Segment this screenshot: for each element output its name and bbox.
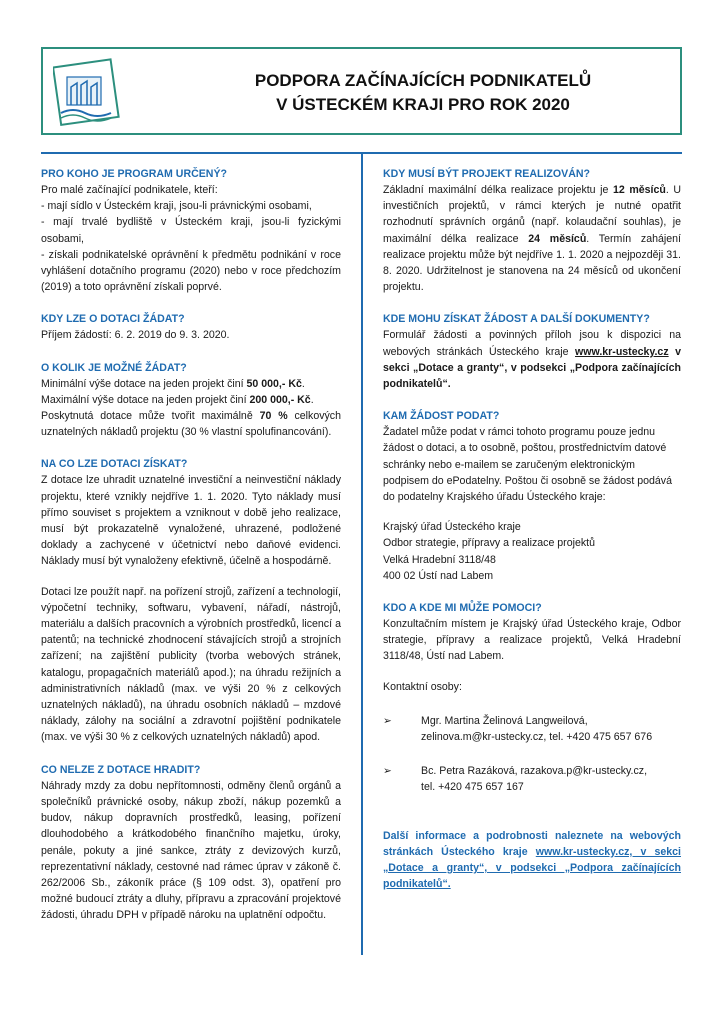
section-title-eligible: NA CO LZE DOTACI ZÍSKAT? [41, 458, 188, 471]
office-address [383, 519, 681, 584]
contacts-label: Kontaktní osoby: [383, 680, 462, 693]
region-logo-icon [53, 57, 121, 127]
section-title-target-group: PRO KOHO JE PROGRAM URČENÝ? [41, 168, 227, 180]
section-title-realization: KDY MUSÍ BÝT PROJEKT REALIZOVÁN? [383, 168, 590, 180]
bullet-arrow-icon: ➢ [383, 765, 392, 778]
address-line: Velká Hradební 3118/48 [383, 553, 496, 566]
section-title-ineligible: CO NELZE Z DOTACE HRADIT? [41, 763, 201, 776]
target-intro: Pro malé začínající podnikatele, kteří: [41, 184, 218, 196]
document-title [213, 69, 633, 117]
section-title-where-submit: KAM ŽÁDOST PODAT? [383, 410, 500, 423]
contact-name: Mgr. Martina Želinová Langweilová, [421, 714, 588, 727]
address-line: 400 02 Ústí nad Labem [383, 569, 494, 582]
contact-item [383, 713, 681, 745]
target-item-license: - získali podnikatelské oprávnění k předmětu podnikání v roce vyhlášení dotačního programu (2020) nebo v roce předchozím (2019) a toto oprávnění získali poprvé. [41, 248, 341, 294]
title-line-2: V ÚSTECKÉM KRAJI PRO ROK 2020 [276, 95, 570, 114]
section-body-when-apply: Příjem žádostí: 6. 2. 2019 do 9. 3. 2020. [41, 329, 230, 342]
eligible-paragraph-2: Dotaci lze použít např. na pořízení strojů, zařízení a technologií, výpočetní techniky, softwaru, vybavení, nářadí, nástrojů, materiálu a dalších pracovních a výrobních prostředků, licencí a patentů; na technické zhodnocení stávajících strojů a strojních zařízení; na zajištění publicity (tvorba webových stránek, katalogu, propagačních materiálů apod.); na úhradu režijních a administrativních nákladů (max. ve výši 20 % z celkových uznatelných nákladů), na úhradu osobních nákladů – mzdové náklady, zálohy na sociální a zdravotní pojištění podnikatele (max. ve výši 30 % z celkových uznatelných nákladů) apod. [41, 585, 341, 744]
right-column [383, 166, 681, 893]
more-info-link[interactable]: www.kr-ustecky.cz, v sekci „Dotace a granty“, v podsekci „Podpora začínajících podnikatelů“. [383, 845, 681, 891]
contact-item [383, 763, 681, 795]
section-body-where-submit: Žadatel může podat v rámci tohoto programu pouze jednu žádost o dotaci, a to osobně, poštou, prostřednictvím datové schránky nebo e-mailem se zaručeným elektronickým podpisem do ePodatelny. Poštou či osobně se žádost podává do podatelny Krajského úřadu Ústeckého kraje: [383, 426, 672, 504]
contact-name: Bc. Petra Razáková, razakova.p@kr-ustecky.cz, [421, 765, 648, 778]
contact-details: tel. +420 475 657 167 [421, 781, 524, 794]
amount-share: Poskytnutá dotace může tvořit maximálně 70 % celkových uznatelných nákladů projektu (30 % vlastní spolufinancování). [41, 410, 341, 439]
target-item-residence: - mají trvalé bydliště v Ústeckém kraji, jsou-li fyzickými osobami, [41, 216, 341, 245]
address-line: Odbor strategie, přípravy a realizace projektů [383, 537, 595, 550]
more-info-note: Další informace a podrobnosti naleznete na webových stránkách Ústeckého kraje www.kr-ustecky.cz, v sekci „Dotace a granty“, v podsekci „Podpora začínajících podnikatelů“. [383, 829, 681, 891]
section-body-documents: Formulář žádosti a povinných příloh jsou k dispozici na webových stránkách Ústeckého kraje www.kr-ustecky.cz v sekci „Dotace a granty“, v podsekci „Podpora začínajících podnikatelů“. [383, 329, 682, 391]
eligible-paragraph-1: Z dotace lze uhradit uznatelné investiční a neinvestiční náklady projektu, které vznikly nejdříve 1. 1. 2020. Tyto náklady musí přímo souviset s projektem a vzniknout v době jeho realizace, musí být prokazatelně vynaložené, uhrazené, podložené doklady a zachycené v účetnictví nebo daňové evidenci. Náklady musí být vynaloženy efektivně, účelně a hospodárně. [41, 474, 341, 568]
section-body-help: Konzultačním místem je Krajský úřad Ústeckého kraje, Odbor strategie, přípravy a realizace projektů, Velká Hradební 3118/48, Ústí nad Labem. [383, 618, 681, 663]
contact-details: zelinova.m@kr-ustecky.cz, tel. +420 475 657 676 [421, 731, 653, 744]
bullet-arrow-icon: ➢ [383, 714, 392, 727]
section-title-amount: O KOLIK JE MOŽNÉ ŽÁDAT? [41, 361, 187, 374]
header-box [41, 47, 682, 135]
left-column [41, 166, 341, 924]
section-title-help: KDO A KDE MI MŮŽE POMOCI? [383, 602, 542, 615]
section-body-eligible [41, 472, 341, 745]
amount-max: Maximální výše dotace na jeden projekt činí 200 000,- Kč. [41, 393, 314, 406]
section-title-when-apply: KDY LZE O DOTACI ŽÁDAT? [41, 313, 185, 326]
title-line-1: PODPORA ZAČÍNAJÍCÍCH PODNIKATELŮ [254, 71, 592, 90]
section-body-ineligible: Náhrady mzdy za dobu nepřítomnosti, odměny členů orgánů a společníků právnické osoby, nákup zboží, nákup pozemků a budov, nákup dopravních prostředků, leasing, pořízení dlouhodobého a krátkodobého finančního majetku, úroky, penále, pokuty a jiné sankce, ztráty z devizových kurzů, reprezentativní náklady, cestovné nad rámec úprav v zákoně č. 262/2006 Sb., zákoník práce (§ 109 odst. 3), opatření pro možné budoucí ztráty a dluhy, přípravu a zpracování projektové žádosti, úhradu DPH v případě nároku na uplatnění odpočtu. [41, 779, 341, 922]
section-body-target-group [41, 182, 341, 295]
section-title-documents: KDE MOHU ZÍSKAT ŽÁDOST A DALŠÍ DOKUMENTY? [383, 313, 650, 326]
target-item-seat: - mají sídlo v Ústeckém kraji, jsou-li právnickými osobami, [41, 200, 312, 213]
amount-min: Minimální výše dotace na jeden projekt činí 50 000,- Kč. [41, 377, 305, 390]
vertical-divider [361, 153, 363, 955]
section-body-amount [41, 376, 341, 441]
address-line: Krajský úřad Ústeckého kraje [383, 521, 521, 534]
website-link[interactable]: www.kr-ustecky.cz [575, 345, 669, 358]
section-body-realization: Základní maximální délka realizace projektu je 12 měsíců. U investičních projektů, v rámci kterých je nutné opatřit rozhodnutí správních orgánů (např. kolaudační souhlas), je maximální délka realizace 24 měsíců. Termín zahájení realizace projektu může být nejdříve 1. 1. 2020 a nejpozději 31. 8. 2020. Udržitelnost je stanovena na 24 měsíců od ukončení projektu. [383, 184, 681, 294]
